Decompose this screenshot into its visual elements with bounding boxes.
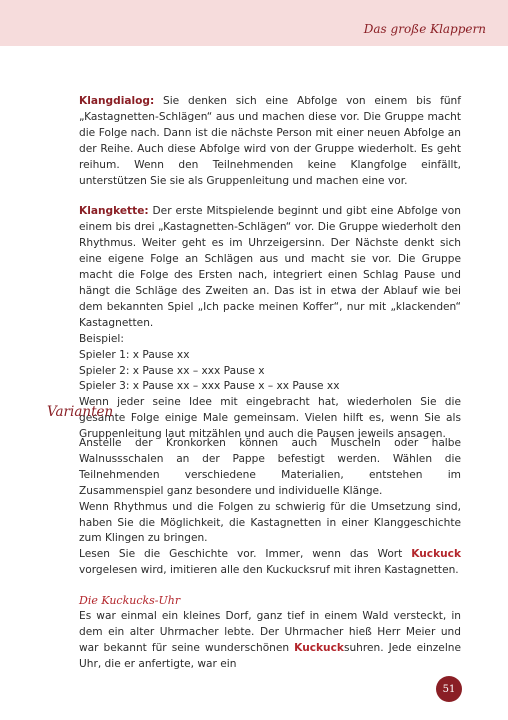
story-before: Es war einmal ein kleines Dorf, ganz tief in einem Wald versteckt, in dem ein alter Uhrmacher lebte. Der Uhrmacher hieß Herr Meier und war bekannt für seine wunderschönen	[79, 610, 461, 654]
p3-after: vorgelesen wird, imitieren alle den Kuckucksruf mit ihren Kastagnetten.	[79, 564, 459, 577]
varianten-paragraph-2: Wenn Rhythmus und die Folgen zu schwierig für die Umsetzung sind, haben Sie die Möglichkeit, die Kastagnetten in einer Klanggeschichte zum Klingen zu bringen.	[79, 500, 461, 545]
story-heading: Die Kuckucks-Uhr	[79, 594, 181, 608]
page-number-badge: 51	[436, 676, 462, 702]
example-line-1: Spieler 1: x Pause xx	[79, 348, 190, 361]
running-header-title: Das große Klappern	[363, 22, 486, 36]
p3-highlight: Kuckuck	[411, 548, 461, 561]
klangdialog-paragraph	[79, 94, 461, 189]
example-line-2: Spieler 2: x Pause xx – xxx Pause x	[79, 364, 265, 377]
klangkette-paragraph	[79, 204, 461, 331]
story-after: suhren. Jede einzelne Uhr, die er anfertigte, war ein	[79, 641, 461, 670]
varianten-paragraph-1: Anstelle der Kronkorken können auch Muscheln oder halbe Walnussschalen an der Pappe befestigt werden. Wählen die Teilnehmenden verschiedene Materialien, entstehen im Zusammenspiel ganz besondere und individuelle Klänge.	[79, 437, 461, 497]
story-paragraph	[79, 609, 461, 673]
klangkette-text: Der erste Mitspielende beginnt und gibt eine Abfolge von einem bis drei „Kastagnetten-Schlägen“ vor. Die Gruppe wiederholt den Rhythmus. Weiter geht es im Uhrzeigersinn. Der Nächste denkt sich eine eigene Folge an Schlägen aus und macht sie vor. Die Gruppe macht die Folge des Ersten nach, integriert einen Schlag Pause und hängt die Schläge des Zweiten an. Das ist in etwa der Ablauf wie bei dem bekannten Spiel „Ich packe meinen Koffer“, nur mit „klackenden“ Kastagnetten.	[79, 205, 461, 329]
varianten-paragraph-3	[79, 547, 461, 579]
main-text	[79, 94, 461, 443]
example-line-3: Spieler 3: x Pause xx – xxx Pause x – xx Pause xx	[79, 380, 340, 393]
klangkette-outro: Wenn jeder seine Idee mit eingebracht hat, wiederholen Sie die gesamte Folge einige Male gemeinsam. Vielen hilft es, wenn Sie als Gruppenleitung laut mitzählen und auch die Pausen jeweils ansagen.	[79, 396, 461, 441]
klangdialog-lead: Klangdialog:	[79, 95, 155, 107]
varianten-text	[79, 436, 461, 673]
klangkette-lead: Klangkette:	[79, 205, 149, 218]
section-heading-varianten: Varianten	[47, 404, 114, 420]
story-highlight: Kuckuck	[294, 641, 344, 654]
example-label: Beispiel:	[79, 332, 124, 345]
klangdialog-text: Sie denken sich eine Abfolge von einem bis fünf „Kastagnetten-Schlägen“ aus und machen diese vor. Die Gruppe macht die Folge nach. Dann ist die nächste Person mit einer neuen Abfolge an der Reihe. Auch diese Abfolge wird von der Gruppe wiederholt. Es geht reihum. Wenn den Teilnehmenden keine Klangfolge einfällt, unterstützen Sie sie als Gruppenleitung und machen eine vor.	[79, 95, 461, 187]
p3-before: Lesen Sie die Geschichte vor. Immer, wenn das Wort	[79, 548, 412, 561]
